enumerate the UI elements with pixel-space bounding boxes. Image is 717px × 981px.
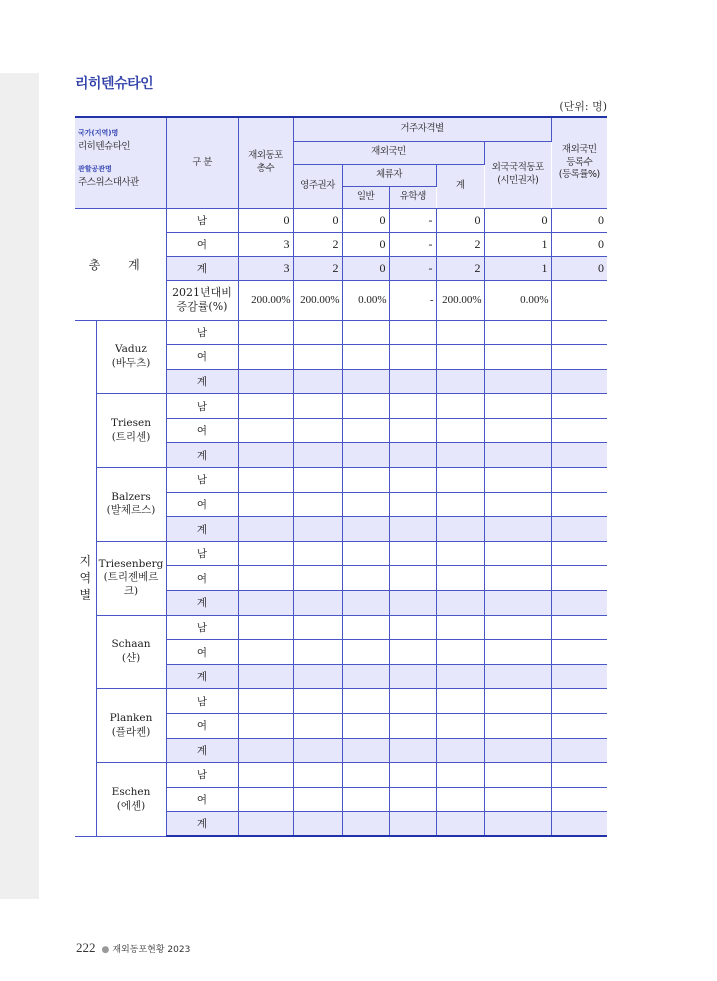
region-value-cell — [293, 517, 342, 542]
region-value-cell — [484, 541, 551, 566]
header-students: 유학생 — [389, 186, 436, 208]
region-value-cell — [436, 738, 484, 763]
region-value-cell — [484, 689, 551, 714]
total-value-cell: 2 — [436, 232, 484, 256]
gender-cell: 남 — [166, 541, 238, 566]
header-foreign-nationals: 외국국적동포 (시민권자) — [484, 141, 551, 208]
mission-label: 관할공관명 — [78, 165, 112, 173]
region-value-cell — [238, 566, 293, 591]
change-rate-label: 2021년대비 증감률(%) — [166, 280, 238, 320]
region-value-cell — [342, 615, 389, 640]
total-value-cell: 1 — [484, 256, 551, 280]
header-sojourn: 체류자 — [342, 164, 436, 186]
region-value-cell — [342, 320, 389, 345]
mission-name: 주스위스대사관 — [78, 177, 139, 188]
region-value-cell — [389, 541, 436, 566]
region-value-cell — [238, 345, 293, 370]
gender-cell: 여 — [166, 492, 238, 517]
region-value-cell — [293, 443, 342, 468]
total-value-cell: 0 — [342, 208, 389, 232]
region-value-cell — [551, 787, 607, 812]
region-value-cell — [484, 591, 551, 616]
region-value-cell — [342, 591, 389, 616]
region-value-cell — [436, 394, 484, 419]
region-value-cell — [484, 787, 551, 812]
gender-cell: 남 — [166, 320, 238, 345]
header-subtotal: 계 — [436, 164, 484, 208]
region-value-cell — [389, 615, 436, 640]
statistics-table — [75, 116, 607, 837]
total-value-cell: 2 — [293, 256, 342, 280]
gender-cell: 계 — [166, 517, 238, 542]
region-value-cell — [484, 615, 551, 640]
total-value-cell: 2 — [293, 232, 342, 256]
gender-cell: 남 — [166, 394, 238, 419]
region-value-cell — [551, 664, 607, 689]
region-value-cell — [293, 738, 342, 763]
region-value-cell — [389, 492, 436, 517]
region-value-cell — [293, 714, 342, 739]
region-value-cell — [389, 394, 436, 419]
region-value-cell — [389, 468, 436, 493]
region-value-cell — [293, 591, 342, 616]
region-value-cell — [436, 468, 484, 493]
region-value-cell — [389, 345, 436, 370]
region-value-cell — [436, 591, 484, 616]
total-value-cell: 0 — [238, 208, 293, 232]
region-value-cell — [551, 714, 607, 739]
region-value-cell — [389, 714, 436, 739]
region-name: Vaduz (바두츠) — [96, 320, 166, 394]
region-value-cell — [484, 443, 551, 468]
region-value-cell — [436, 345, 484, 370]
region-value-cell — [238, 738, 293, 763]
region-value-cell — [238, 541, 293, 566]
region-value-cell — [436, 714, 484, 739]
header-general: 일반 — [342, 186, 389, 208]
region-value-cell — [293, 615, 342, 640]
publication-title: 재외동포현황 2023 — [112, 945, 191, 955]
region-value-cell — [484, 714, 551, 739]
region-value-cell — [484, 369, 551, 394]
region-value-cell — [551, 443, 607, 468]
region-value-cell — [389, 320, 436, 345]
region-value-cell — [551, 541, 607, 566]
change-rate-cell: 0.00% — [342, 280, 389, 320]
region-name: Triesenberg (트리젠베르 크) — [96, 541, 166, 615]
region-value-cell — [436, 787, 484, 812]
total-value-cell: 3 — [238, 256, 293, 280]
region-value-cell — [238, 640, 293, 665]
region-value-cell — [436, 541, 484, 566]
region-value-cell — [293, 492, 342, 517]
gender-cell: 남 — [166, 208, 238, 232]
region-value-cell — [551, 689, 607, 714]
change-rate-cell: 200.00% — [238, 280, 293, 320]
region-value-cell — [238, 369, 293, 394]
region-value-cell — [551, 591, 607, 616]
region-value-cell — [484, 418, 551, 443]
region-value-cell — [293, 689, 342, 714]
change-rate-cell: 200.00% — [293, 280, 342, 320]
region-value-cell — [342, 468, 389, 493]
region-value-cell — [238, 418, 293, 443]
region-value-cell — [342, 369, 389, 394]
header-residence: 거주자격별 — [293, 117, 551, 141]
region-value-cell — [293, 369, 342, 394]
header-total-overseas: 재외동포 총수 — [238, 117, 293, 208]
header-corner — [75, 117, 166, 208]
region-value-cell — [238, 517, 293, 542]
region-value-cell — [551, 640, 607, 665]
region-value-cell — [342, 763, 389, 788]
region-value-cell — [342, 664, 389, 689]
region-name: Triesen (트리센) — [96, 394, 166, 468]
gender-cell: 계 — [166, 369, 238, 394]
region-value-cell — [293, 787, 342, 812]
region-value-cell — [551, 615, 607, 640]
gender-cell: 남 — [166, 615, 238, 640]
header-registered: 재외국민 등록수 (등록률%) — [551, 117, 607, 208]
gender-cell: 여 — [166, 345, 238, 370]
total-value-cell: 3 — [238, 232, 293, 256]
region-value-cell — [436, 492, 484, 517]
region-value-cell — [293, 664, 342, 689]
region-value-cell — [484, 394, 551, 419]
region-value-cell — [484, 640, 551, 665]
region-value-cell — [436, 517, 484, 542]
region-value-cell — [238, 468, 293, 493]
region-value-cell — [551, 763, 607, 788]
region-value-cell — [389, 787, 436, 812]
gender-cell: 계 — [166, 256, 238, 280]
page-footer — [76, 940, 190, 956]
total-value-cell: 0 — [551, 256, 607, 280]
region-value-cell — [551, 418, 607, 443]
region-value-cell — [238, 443, 293, 468]
region-value-cell — [342, 812, 389, 837]
total-value-cell: 0 — [342, 232, 389, 256]
region-value-cell — [389, 689, 436, 714]
region-value-cell — [342, 787, 389, 812]
region-value-cell — [389, 418, 436, 443]
change-rate-cell: 200.00% — [436, 280, 484, 320]
region-value-cell — [436, 763, 484, 788]
total-value-cell: 0 — [342, 256, 389, 280]
region-value-cell — [436, 615, 484, 640]
total-label: 총 계 — [75, 208, 166, 320]
region-value-cell — [293, 345, 342, 370]
region-value-cell — [342, 492, 389, 517]
gender-cell: 여 — [166, 640, 238, 665]
region-value-cell — [342, 640, 389, 665]
gender-cell: 남 — [166, 763, 238, 788]
total-value-cell: 0 — [293, 208, 342, 232]
page-number: 222 — [76, 940, 96, 955]
region-value-cell — [342, 443, 389, 468]
unit-note: (단위: 명) — [559, 100, 607, 113]
region-value-cell — [293, 468, 342, 493]
region-value-cell — [238, 591, 293, 616]
total-value-cell: - — [389, 256, 436, 280]
region-value-cell — [484, 763, 551, 788]
region-value-cell — [551, 566, 607, 591]
region-value-cell — [389, 763, 436, 788]
region-value-cell — [436, 320, 484, 345]
region-value-cell — [238, 492, 293, 517]
region-value-cell — [342, 394, 389, 419]
region-name: Eschen (에셴) — [96, 763, 166, 837]
region-value-cell — [484, 345, 551, 370]
region-value-cell — [484, 664, 551, 689]
gender-cell: 남 — [166, 689, 238, 714]
region-value-cell — [342, 738, 389, 763]
region-value-cell — [342, 541, 389, 566]
country-name: 리히텐슈타인 — [78, 141, 131, 152]
region-value-cell — [436, 369, 484, 394]
region-value-cell — [436, 689, 484, 714]
total-value-cell: 2 — [436, 256, 484, 280]
region-value-cell — [293, 640, 342, 665]
region-value-cell — [551, 738, 607, 763]
gender-cell: 여 — [166, 566, 238, 591]
region-value-cell — [238, 394, 293, 419]
region-value-cell — [551, 492, 607, 517]
region-value-cell — [389, 566, 436, 591]
gender-cell: 계 — [166, 443, 238, 468]
region-value-cell — [389, 664, 436, 689]
region-value-cell — [293, 541, 342, 566]
region-value-cell — [436, 443, 484, 468]
change-rate-cell: 0.00% — [484, 280, 551, 320]
region-value-cell — [551, 517, 607, 542]
region-value-cell — [389, 640, 436, 665]
gender-cell: 여 — [166, 418, 238, 443]
gender-cell: 남 — [166, 468, 238, 493]
region-value-cell — [484, 738, 551, 763]
region-value-cell — [342, 418, 389, 443]
region-value-cell — [484, 468, 551, 493]
region-value-cell — [293, 812, 342, 837]
total-value-cell: - — [389, 208, 436, 232]
region-value-cell — [238, 812, 293, 837]
bullet-icon: ● — [101, 945, 110, 955]
change-rate-cell — [551, 280, 607, 320]
gender-cell: 여 — [166, 232, 238, 256]
region-value-cell — [551, 320, 607, 345]
total-value-cell: 1 — [484, 232, 551, 256]
region-value-cell — [238, 664, 293, 689]
gender-cell: 계 — [166, 738, 238, 763]
region-value-cell — [551, 394, 607, 419]
header-permanent: 영주권자 — [293, 164, 342, 208]
total-value-cell: 0 — [484, 208, 551, 232]
page-title: 리히텐슈타인 — [75, 76, 154, 92]
region-value-cell — [238, 763, 293, 788]
region-value-cell — [293, 418, 342, 443]
region-value-cell — [551, 812, 607, 837]
gender-cell: 계 — [166, 812, 238, 837]
region-value-cell — [342, 345, 389, 370]
region-value-cell — [484, 517, 551, 542]
region-value-cell — [436, 566, 484, 591]
gender-cell: 계 — [166, 591, 238, 616]
region-value-cell — [389, 443, 436, 468]
total-value-cell: 0 — [436, 208, 484, 232]
region-value-cell — [436, 418, 484, 443]
region-value-cell — [484, 492, 551, 517]
region-value-cell — [389, 812, 436, 837]
region-value-cell — [293, 763, 342, 788]
region-value-cell — [551, 369, 607, 394]
gender-cell: 계 — [166, 664, 238, 689]
region-value-cell — [238, 320, 293, 345]
region-value-cell — [238, 787, 293, 812]
total-value-cell: 0 — [551, 208, 607, 232]
region-value-cell — [484, 566, 551, 591]
region-value-cell — [342, 689, 389, 714]
region-value-cell — [484, 320, 551, 345]
region-value-cell — [484, 812, 551, 837]
region-value-cell — [389, 591, 436, 616]
region-value-cell — [342, 566, 389, 591]
region-value-cell — [436, 640, 484, 665]
region-group-label: 지 역 별 — [75, 320, 96, 836]
region-value-cell — [389, 517, 436, 542]
region-value-cell — [551, 468, 607, 493]
region-value-cell — [436, 812, 484, 837]
total-value-cell: 0 — [551, 232, 607, 256]
region-value-cell — [436, 664, 484, 689]
region-value-cell — [238, 689, 293, 714]
page-side-margin — [0, 73, 39, 899]
region-value-cell — [342, 714, 389, 739]
total-value-cell: - — [389, 232, 436, 256]
region-value-cell — [293, 566, 342, 591]
region-value-cell — [293, 320, 342, 345]
region-value-cell — [238, 615, 293, 640]
region-value-cell — [551, 345, 607, 370]
region-name: Schaan (샨) — [96, 615, 166, 689]
gender-cell: 여 — [166, 787, 238, 812]
region-name: Planken (플라켄) — [96, 689, 166, 763]
region-value-cell — [293, 394, 342, 419]
gender-cell: 여 — [166, 714, 238, 739]
header-gubun: 구 분 — [166, 117, 238, 208]
region-value-cell — [389, 369, 436, 394]
header-korean-nationals: 재외국민 — [293, 141, 484, 164]
country-label: 국가(지역)명 — [78, 129, 119, 137]
change-rate-cell: - — [389, 280, 436, 320]
region-name: Balzers (발체르스) — [96, 468, 166, 542]
region-value-cell — [238, 714, 293, 739]
region-value-cell — [342, 517, 389, 542]
region-value-cell — [389, 738, 436, 763]
